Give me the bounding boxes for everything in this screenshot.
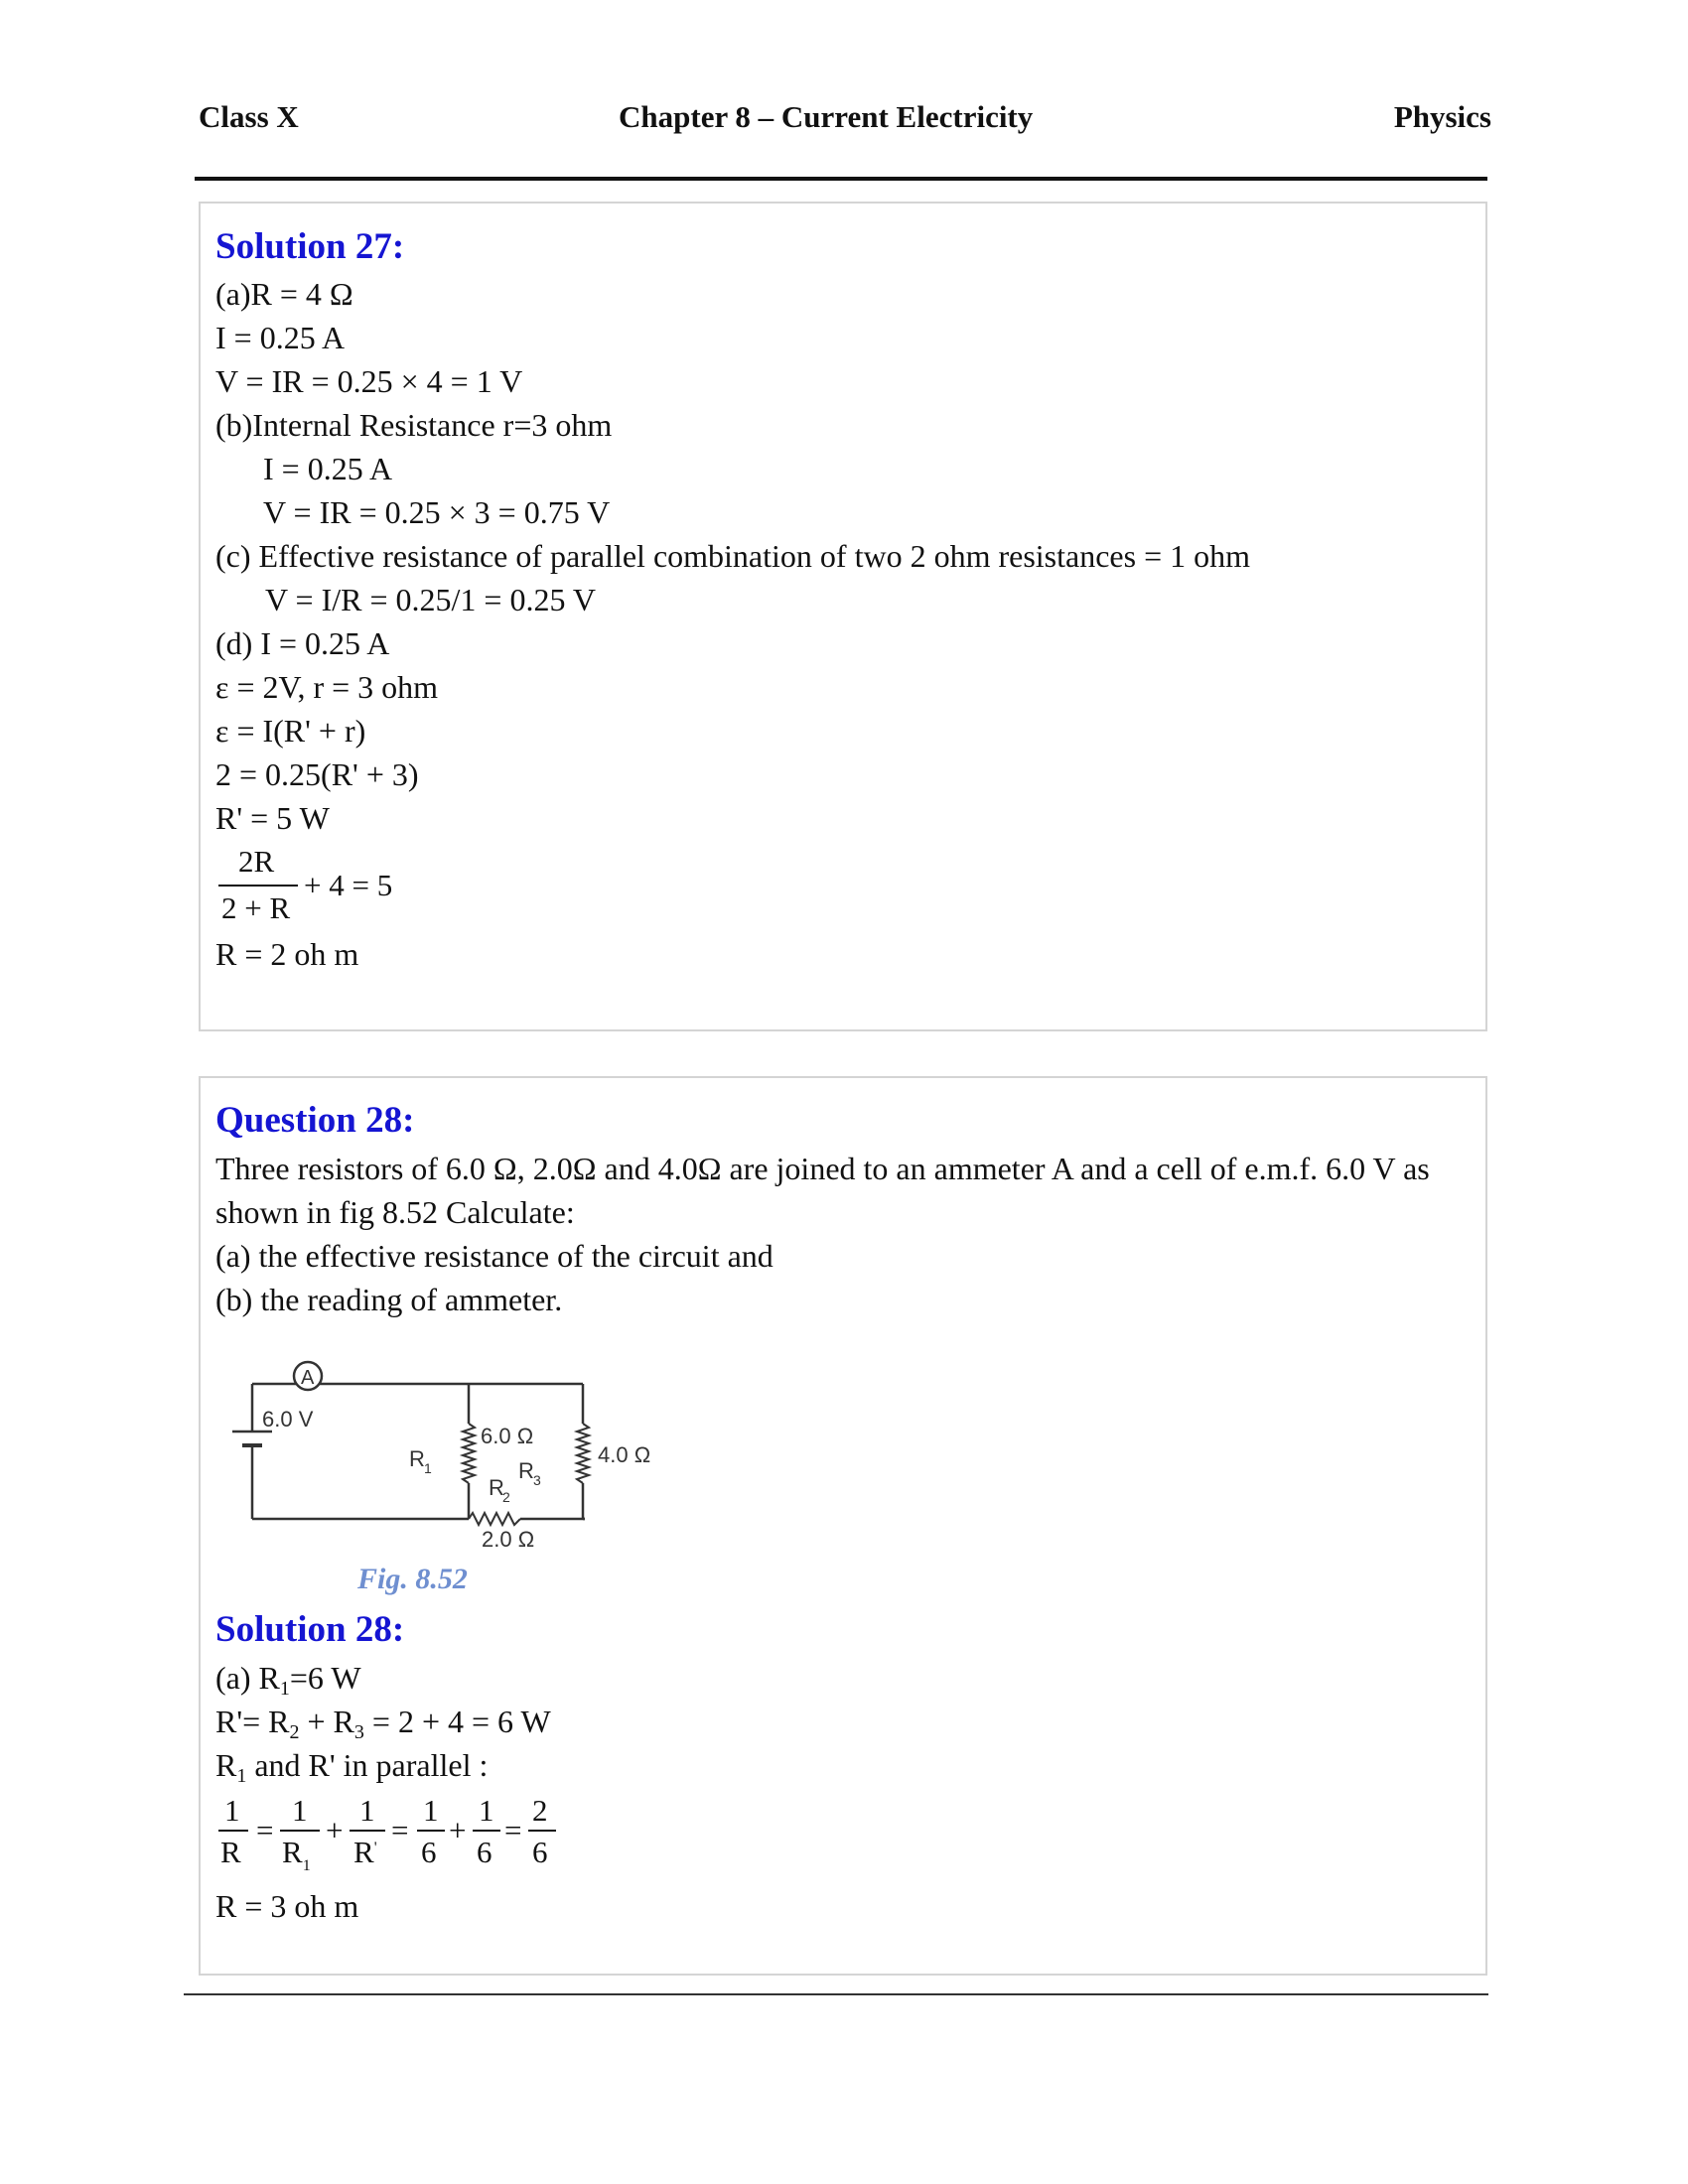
s28-line-2: R'= R2 + R3 = 2 + 4 = 6 W (215, 1704, 551, 1743)
eq-bar (417, 1830, 445, 1832)
eq-numerator: 1 (224, 1793, 240, 1828)
r1-value-label: 6.0 Ω (481, 1424, 534, 1448)
q28-line: Three resistors of 6.0 Ω, 2.0Ω and 4.0Ω are joined to an ammeter A and a cell of e.m.f. 6.0 V as (215, 1151, 1430, 1186)
s27-final: R = 2 oh m (215, 936, 359, 972)
s27-line: ε = I(R' + r) (215, 713, 366, 749)
r2-subscript: 2 (502, 1489, 510, 1505)
eq-denominator: 6 (477, 1835, 492, 1869)
eq-numerator: 1 (292, 1793, 308, 1828)
r2-value-label: 2.0 Ω (482, 1527, 535, 1552)
s27-line: I = 0.25 A (263, 451, 393, 486)
s27-line: V = IR = 0.25 × 4 = 1 V (215, 363, 523, 399)
eq-equals: = (256, 1813, 274, 1847)
q28-line: (a) the effective resistance of the circuit and (215, 1238, 774, 1274)
s28-line-3: R1 and R' in parallel : (215, 1747, 489, 1787)
s27-line: R' = 5 W (215, 800, 330, 836)
s27-fraction-numerator: 2R (238, 844, 275, 879)
header-subject: Physics (1393, 99, 1491, 134)
eq-bar (350, 1830, 385, 1832)
eq-denominator: 6 (532, 1835, 548, 1869)
header-chapter-title: Chapter 8 – Current Electricity (619, 99, 1034, 134)
eq-plus: + (326, 1813, 344, 1847)
solution-28-heading: Solution 28: (215, 1609, 405, 1650)
ammeter-label: A (301, 1367, 315, 1389)
solution-27-heading: Solution 27: (215, 226, 405, 267)
r1-subscript: 1 (424, 1460, 432, 1476)
s27-line: ε = 2V, r = 3 ohm (215, 669, 439, 705)
eq-denominator: R (220, 1835, 241, 1869)
s27-fraction-rest: + 4 = 5 (304, 868, 393, 902)
s27-line: (a)R = 4 Ω (215, 276, 353, 312)
s27-fraction-denominator: 2 + R (221, 890, 291, 925)
s27-line: 2 = 0.25(R' + 3) (215, 756, 419, 792)
s27-line: (b)Internal Resistance r=3 ohm (215, 407, 613, 443)
footer-divider (184, 1993, 1488, 1995)
eq-numerator: 1 (479, 1793, 494, 1828)
eq-numerator: 1 (423, 1793, 439, 1828)
eq-denominator: 6 (421, 1835, 437, 1869)
question-28-heading: Question 28: (215, 1100, 415, 1141)
q28-line: (b) the reading of ammeter. (215, 1282, 563, 1317)
eq-equals: = (391, 1813, 409, 1847)
eq-bar (473, 1830, 500, 1832)
q28-line: shown in fig 8.52 Calculate: (215, 1194, 575, 1230)
s28-line-1: (a) R1=6 W (215, 1660, 361, 1700)
s27-line: (c) Effective resistance of parallel combination of two 2 ohm resistances = 1 ohm (215, 538, 1250, 574)
eq-bar (528, 1830, 556, 1832)
header-divider (195, 177, 1487, 181)
question-28-box (199, 1076, 1487, 1976)
s27-fraction-bar (218, 885, 298, 887)
s27-line: (d) I = 0.25 A (215, 625, 390, 661)
r3-label: R (518, 1458, 534, 1483)
s27-line: V = I/R = 0.25/1 = 0.25 V (265, 582, 596, 617)
figure-caption: Fig. 8.52 (357, 1563, 468, 1595)
eq-equals: = (504, 1813, 522, 1847)
resistor-r3 (577, 1424, 589, 1483)
eq-bar (218, 1830, 248, 1832)
solution-27-box (199, 202, 1487, 1031)
resistor-r1 (463, 1424, 475, 1483)
header-class: Class X (199, 99, 299, 134)
r3-subscript: 3 (533, 1472, 541, 1488)
resistor-r2 (469, 1513, 520, 1525)
eq-denominator: $R_1$ (282, 1835, 311, 1874)
cell-voltage-label: 6.0 V (262, 1407, 314, 1432)
eq-plus: + (449, 1813, 467, 1847)
s27-line: V = IR = 0.25 × 3 = 0.75 V (263, 494, 611, 530)
eq-denominator: R' (353, 1835, 377, 1869)
r3-value-label: 4.0 Ω (598, 1442, 651, 1467)
s28-final: R = 3 oh m (215, 1888, 359, 1924)
eq-numerator: 2 (532, 1793, 548, 1828)
s27-line: I = 0.25 A (215, 320, 346, 355)
r1-label: R (409, 1446, 425, 1471)
eq-numerator: 1 (359, 1793, 375, 1828)
eq-bar (280, 1830, 320, 1832)
r2-label: R (489, 1475, 504, 1500)
